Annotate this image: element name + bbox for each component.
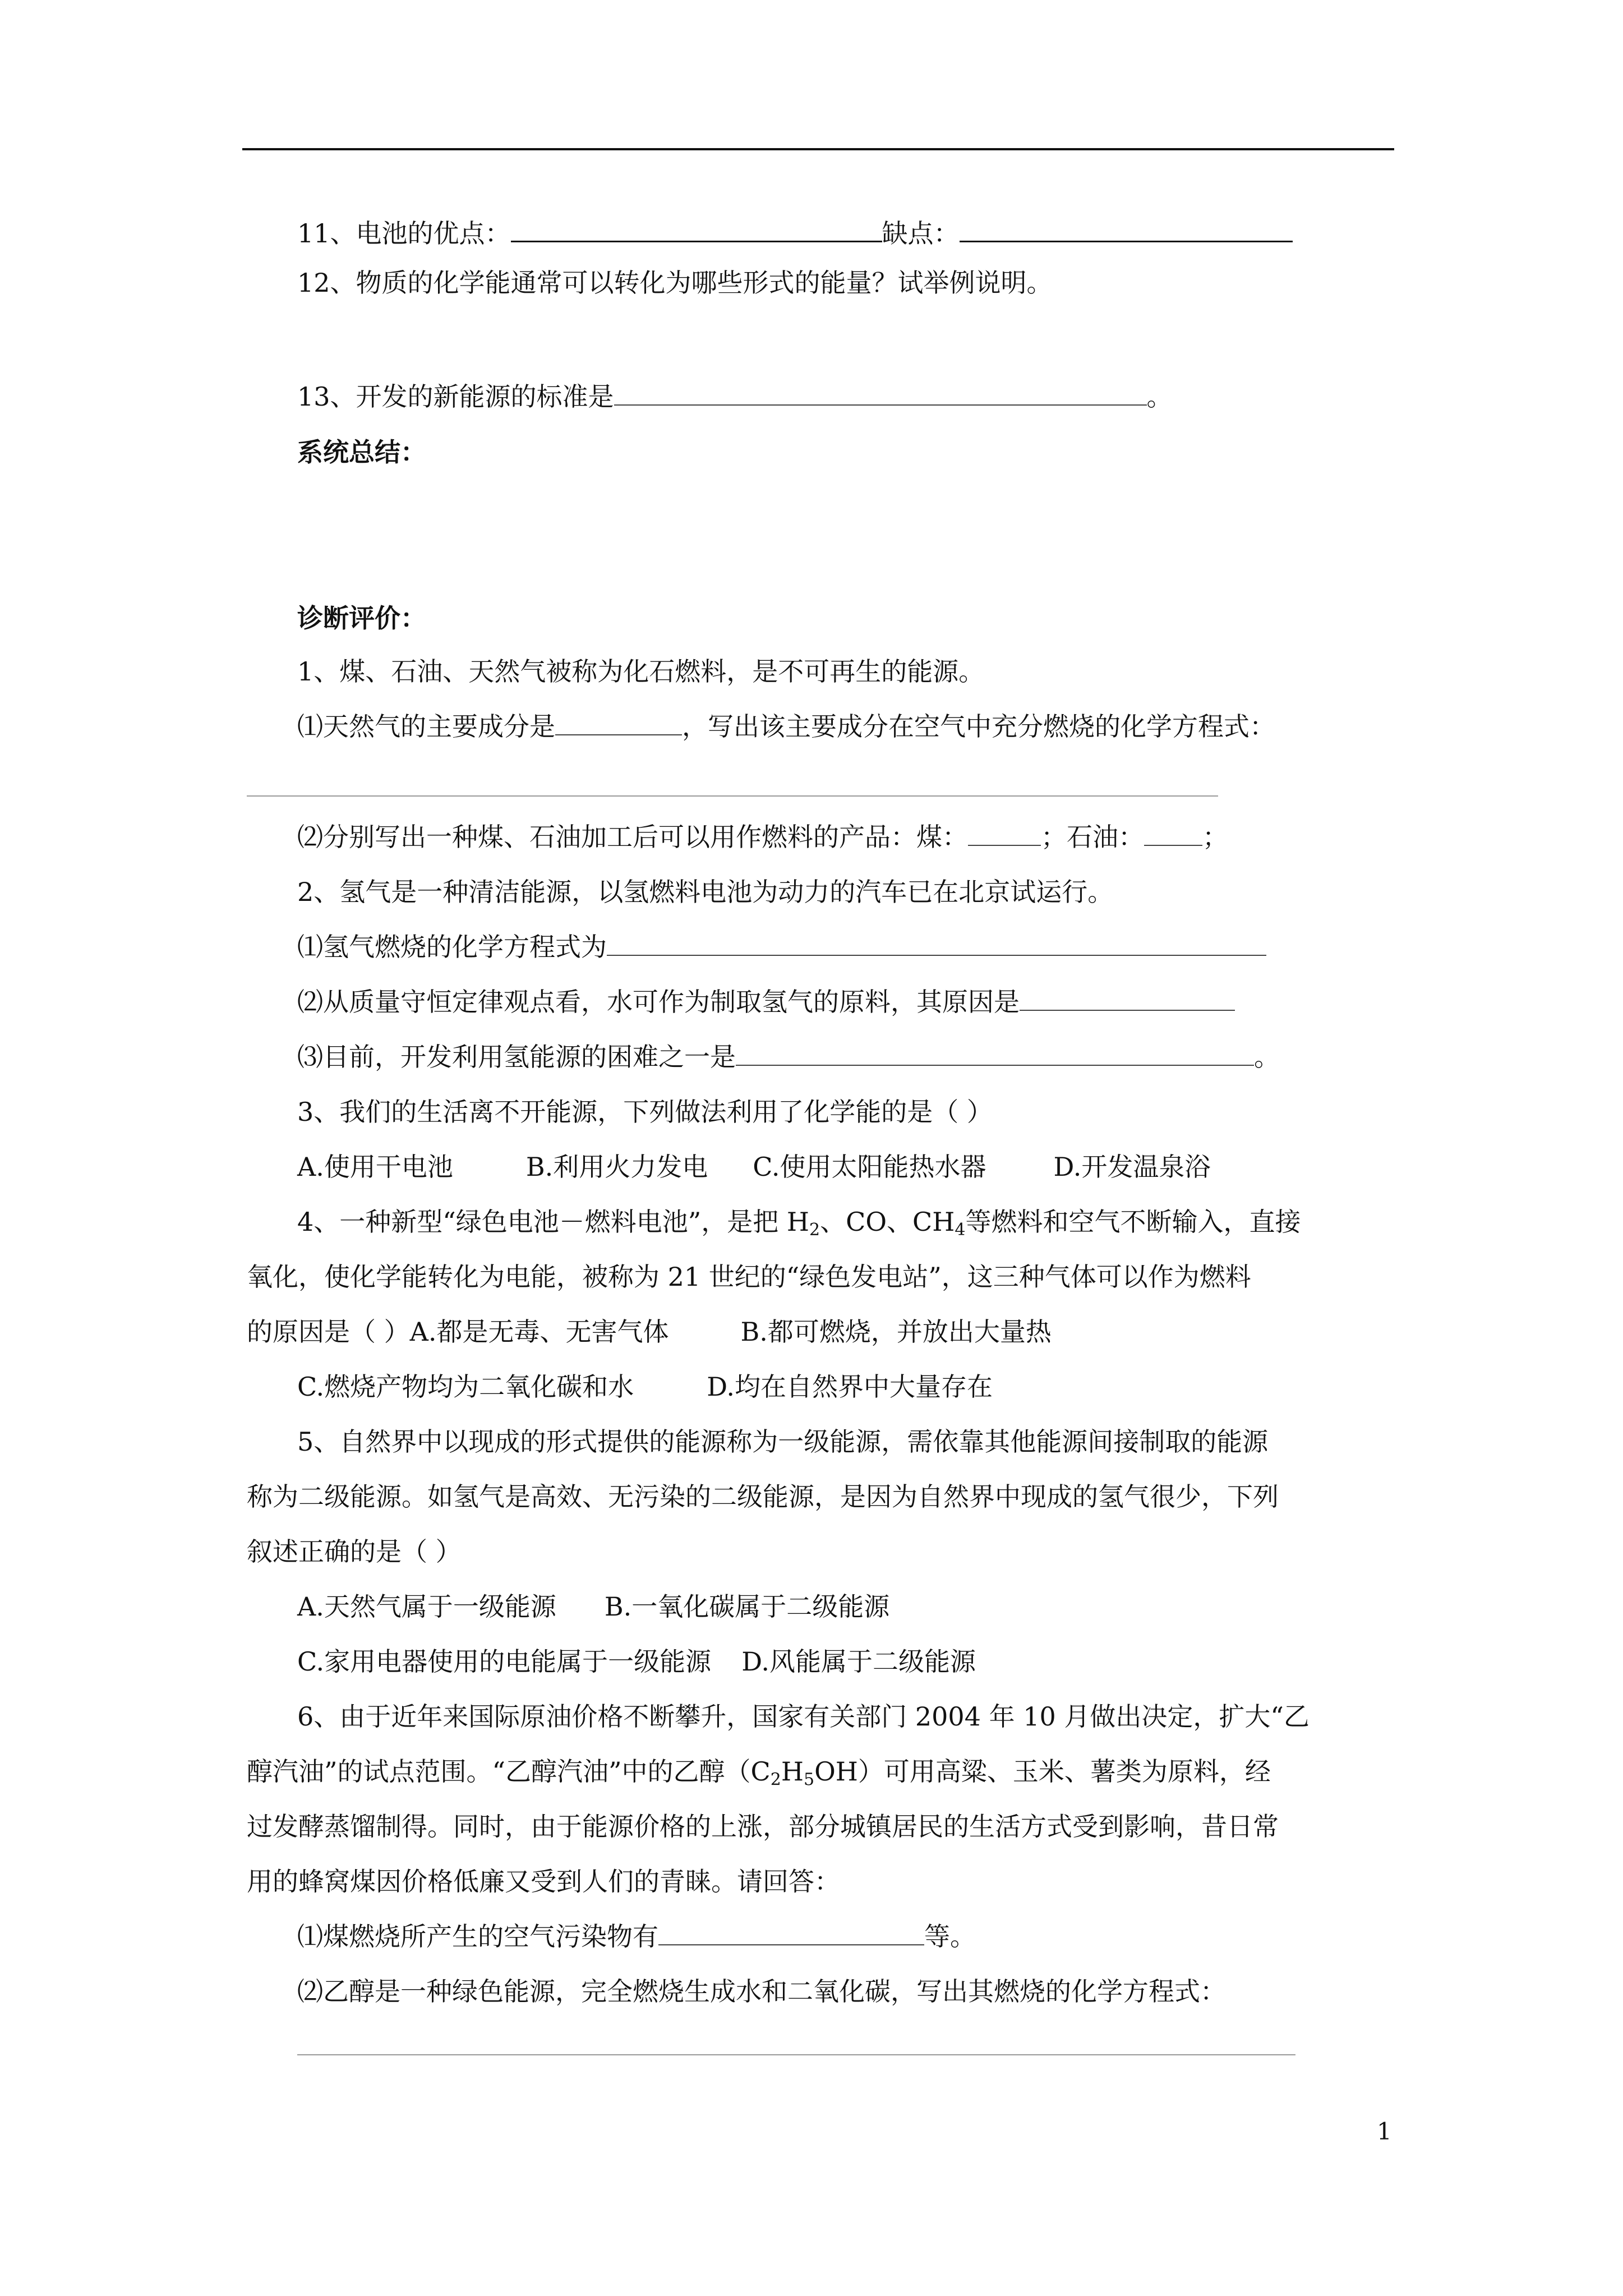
p3-option-d: D.开发温泉浴 [1053,1152,1211,1182]
page-number: 1 [1377,2118,1392,2145]
p2-sub3-blank [736,1040,1254,1066]
p5-option-d: D.风能属于二级能源 [741,1646,976,1677]
p1-sub2: ⑵分别写出一种煤、石油加工后可以用作燃料的产品：煤： ；石油： ； [297,820,1228,854]
p2-sub3: ⑶目前，开发利用氢能源的困难之一是 。 [297,1040,1280,1074]
q13-prefix: 13、开发的新能源的标准是 [297,381,614,412]
p1-oil-blank [1144,820,1202,846]
p6-line2: 醇汽油”的试点范围。“乙醇汽油”中的乙醇$(C_2H_5OH)$可用高粱、玉米、薯类为原料，经 [247,1756,1271,1789]
header-rule [242,148,1394,150]
q11-disadvantage-blank [960,216,1293,242]
p2-sub2-blank [1020,985,1235,1011]
p5-line2: 称为二级能源。如氢气是高效、无污染的二级能源，是因为自然界中现成的氢气很少，下列 [247,1481,1279,1512]
p5-option-c: C.家用电器使用的电能属于一级能源 [297,1646,712,1677]
p3-option-c: C.使用太阳能热水器 [753,1152,986,1182]
p4-line3: 的原因是（ ）A.都是无毒、无害气体 B.都可燃烧，并放出大量热 [247,1317,1052,1347]
p1-sub1: ⑴天然气的主要成分是 ，写出该主要成分在空气中充分燃烧的化学方程式： [297,710,1275,743]
p1-sub1-blank [555,710,682,735]
p5-option-b: B.一氧化碳属于二级能源 [604,1591,890,1622]
q13-blank [614,380,1147,406]
q13-line: 13、开发的新能源的标准是 。 [297,380,1173,413]
p1-coal-blank [968,820,1041,846]
p4-line1: 4、一种新型“绿色电池－燃料电池”，是把 $H_2$、CO、$CH_4$等燃料和空气不断输入，直接 [297,1207,1301,1240]
p5-line1: 5、自然界中以现成的形式提供的能源称为一级能源，需依靠其他能源间接制取的能源 [297,1427,1269,1457]
q11-prefix: 11、电池的优点： [297,218,511,249]
p3-options [297,1150,1210,1184]
p6-sub1-blank [658,1920,924,1945]
q11-line [297,216,1293,250]
p2-sub1: ⑴氢气燃烧的化学方程式为 [297,930,1266,964]
p6-answer-line [297,2054,1295,2055]
p6-line3: 过发酵蒸馏制得。同时，由于能源价格的上涨，部分城镇居民的生活方式受到影响，昔日常 [247,1811,1279,1842]
p5-options-ab [297,1590,889,1623]
p5-options-cd [297,1645,976,1678]
p1-answer-line [247,795,1218,797]
p3-option-a: A.使用干电池 [297,1152,453,1182]
p2-sub1-blank [607,930,1266,956]
p4-line2: 氧化，使化学能转化为电能，被称为 21 世纪的“绿色发电站”，这三种气体可以作为燃料 [247,1262,1251,1292]
q11-advantage-blank [511,216,882,242]
p6-line1: 6、由于近年来国际原油价格不断攀升，国家有关部门 2004 年 10 月做出决定，扩大“乙 [297,1701,1310,1732]
q11-mid: 缺点： [882,218,960,249]
p3-stem: 3、我们的生活离不开能源，下列做法利用了化学能的是（ ） [297,1097,993,1127]
q12-line: 12、物质的化学能通常可以转化为哪些形式的能量？试举例说明。 [297,268,1053,298]
p6-line4: 用的蜂窝煤因价格低廉又受到人们的青睐。请回答： [247,1866,840,1897]
p4-option-d: D.均在自然界中大量存在 [707,1372,993,1402]
p5-line3: 叙述正确的是（ ） [247,1536,462,1567]
p6-sub1: ⑴煤燃烧所产生的空气污染物有 等。 [297,1920,976,1953]
p3-option-b: B.利用火力发电 [525,1152,708,1182]
p4-options-cd [297,1370,993,1404]
eval-heading: 诊断评价： [297,603,426,633]
p2-stem: 2、氢气是一种清洁能源，以氢燃料电池为动力的汽车已在北京试运行。 [297,877,1114,907]
p6-sub2: ⑵乙醇是一种绿色能源，完全燃烧生成水和二氧化碳，写出其燃烧的化学方程式： [297,1976,1226,2007]
p5-option-a: A.天然气属于一级能源 [297,1591,556,1622]
summary-heading: 系统总结： [297,437,426,467]
p2-sub2: ⑵从质量守恒定律观点看，水可作为制取氢气的原料，其原因是 [297,985,1235,1019]
p1-stem: 1、煤、石油、天然气被称为化石燃料，是不可再生的能源。 [297,656,985,687]
p4-option-c: C.燃烧产物均为二氧化碳和水 [297,1372,634,1402]
